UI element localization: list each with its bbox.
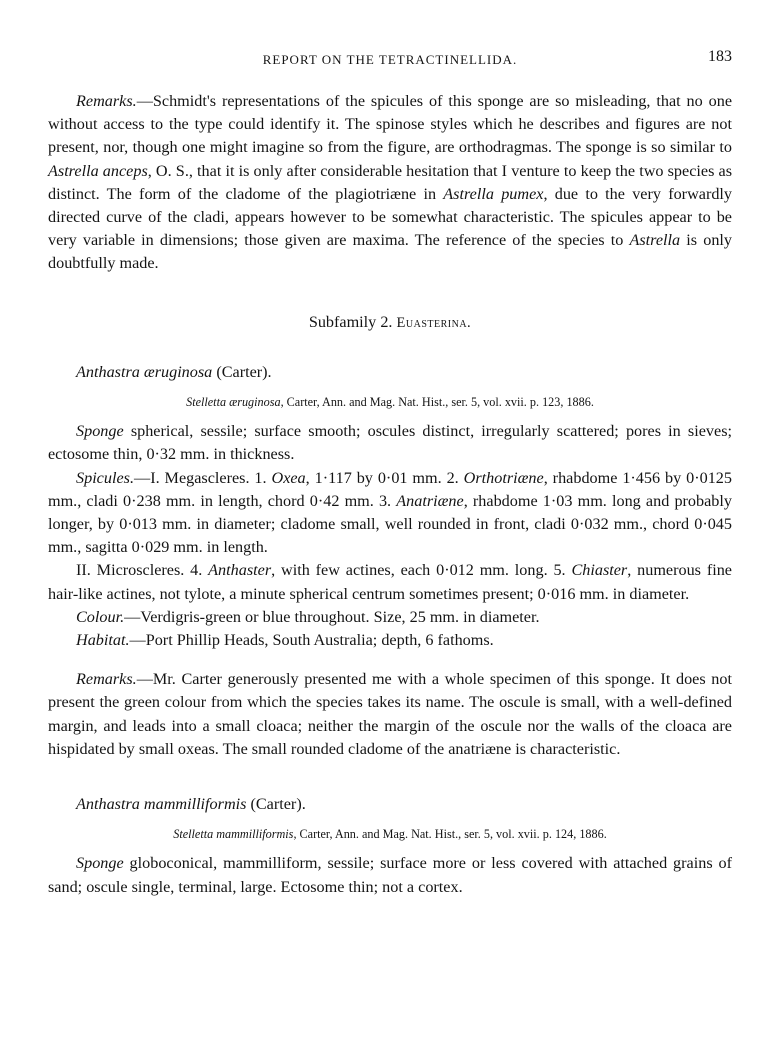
subfamily-heading (48, 311, 732, 335)
subfamily-prefix: Subfamily 2. (308, 312, 397, 331)
spicule-oxea: Oxea (271, 468, 306, 487)
spicule-anatriaene: Anatriæne (396, 491, 464, 510)
spicule-chiaster: Chiaster (571, 561, 628, 580)
remarks-paragraph-1 (48, 90, 732, 276)
sponge-text-1: spherical, sessile; surface smooth; oscules distinct, irregularly scattered; pores in sieves; ectosome thin, 0·32 mm. in thickness. (48, 422, 732, 464)
species-heading-2 (76, 793, 732, 816)
running-head-title: REPORT ON THE TETRACTINELLIDA. (262, 52, 518, 67)
citation-text-1: , Carter, Ann. and Mag. Nat. Hist., ser. 5, vol. xvii. p. 123, 1886. (280, 395, 594, 410)
remarks-text-5: —Mr. Carter generously presented me with a whole specimen of this sponge. It does not present the green colour from which the species takes its name. The oscule is small, with a well-defined margin, and leads into a small cloaca; neither the margin of the oscule nor the walls of the cloaca are hispidated by small oxeas. The small rounded cladome of the anatriæne is characteristic. (48, 670, 732, 758)
colour-label: Colour. (76, 607, 125, 626)
sponge-description-2 (48, 852, 732, 898)
microscleres-paragraph (48, 559, 732, 605)
remarks-text-3: , due to the very forwardly directed curve of the cladi, appears however to be somewhat characteristic. The spicules appear to be very variable in dimensions; those given are maxima. The reference of the species to (48, 184, 733, 250)
remarks-text-1: —Schmidt's representations of the spicules of this sponge are so misleading, that no one without access to the type could identify it. The spinose styles which he describes and figures are not present, nor, though one might imagine so from the figure, are orthodragmas. The sponge is so similar to (48, 92, 732, 157)
spicule-orthotriaene: Orthotriæne (463, 468, 544, 487)
habitat-text: —Port Phillip Heads, South Australia; depth, 6 fathoms. (129, 631, 494, 650)
remarks-text-4: is only doubtfully made. (48, 231, 733, 273)
taxon-astrella-pumex: Astrella pumex (443, 184, 544, 203)
page-number: 183 (708, 48, 732, 65)
microscleres-text-3: , numerous fine hair-like actines, not tylote, a minute spherical centrum sometimes present; 0·016 mm. in diameter. (48, 561, 732, 603)
remarks-text-2: , O. S., that it is only after considerable hesitation that I venture to keep the two species as distinct. The form of the cladome of the plagiotriæne in (48, 161, 732, 203)
remarks-label-2: Remarks. (76, 670, 137, 689)
citation-name-1: Stelletta æruginosa (186, 395, 281, 410)
remarks-paragraph-2 (48, 668, 732, 761)
species-heading-1 (76, 361, 732, 384)
species-author-1: (Carter). (212, 362, 272, 381)
species-name-2: Anthastra mammilliformis (76, 795, 247, 814)
subfamily-name: Euasterina. (396, 314, 472, 331)
spicules-text-2: , 1·117 by 0·01 mm. 2. (305, 468, 464, 487)
taxon-astrella-anceps: Astrella anceps (48, 161, 148, 180)
microscleres-text-1: II. Microscleres. 4. (76, 561, 209, 580)
taxon-astrella: Astrella (629, 231, 681, 250)
spicules-text-4: , rhabdome 1·03 mm. long and probably longer, by 0·013 mm. in diameter; cladome small, well rounded in front, cladi 0·032 mm., chord 0·045 mm., sagitta 0·029 mm. in length. (48, 491, 732, 557)
spicules-text-3: , rhabdome 1·456 by 0·0125 mm., cladi 0·238 mm. in length, chord 0·42 mm. 3. (48, 468, 732, 510)
spicules-text-1: —I. Megascleres. 1. (134, 468, 272, 487)
spicule-anthaster: Anthaster (208, 561, 272, 580)
remarks-label: Remarks. (76, 92, 137, 110)
sponge-text-2: globoconical, mammilliform, sessile; surface more or less covered with attached grains of sand; oscule single, terminal, large. Ectosome thin; not a cortex. (48, 854, 732, 896)
colour-paragraph (48, 606, 732, 629)
habitat-label: Habitat. (76, 631, 130, 650)
spicules-label: Spicules. (76, 468, 134, 487)
microscleres-text-2: , with few actines, each 0·012 mm. long. 5. (271, 561, 572, 580)
spicules-paragraph (48, 467, 732, 560)
sponge-label-2: Sponge (76, 854, 124, 873)
sponge-description-1 (48, 420, 732, 466)
colour-text: —Verdigris-green or blue throughout. Size, 25 mm. in diameter. (124, 607, 540, 626)
citation-text-2: , Carter, Ann. and Mag. Nat. Hist., ser. 5, vol. xvii. p. 124, 1886. (293, 827, 607, 842)
citation-name-2: Stelletta mammilliformis (173, 827, 294, 842)
citation-2 (48, 823, 732, 846)
habitat-paragraph (48, 629, 732, 652)
species-name-1: Anthastra æruginosa (76, 362, 213, 381)
species-author-2: (Carter). (246, 795, 306, 814)
sponge-label-1: Sponge (76, 422, 124, 441)
running-head (48, 40, 732, 67)
citation-1 (48, 391, 732, 414)
